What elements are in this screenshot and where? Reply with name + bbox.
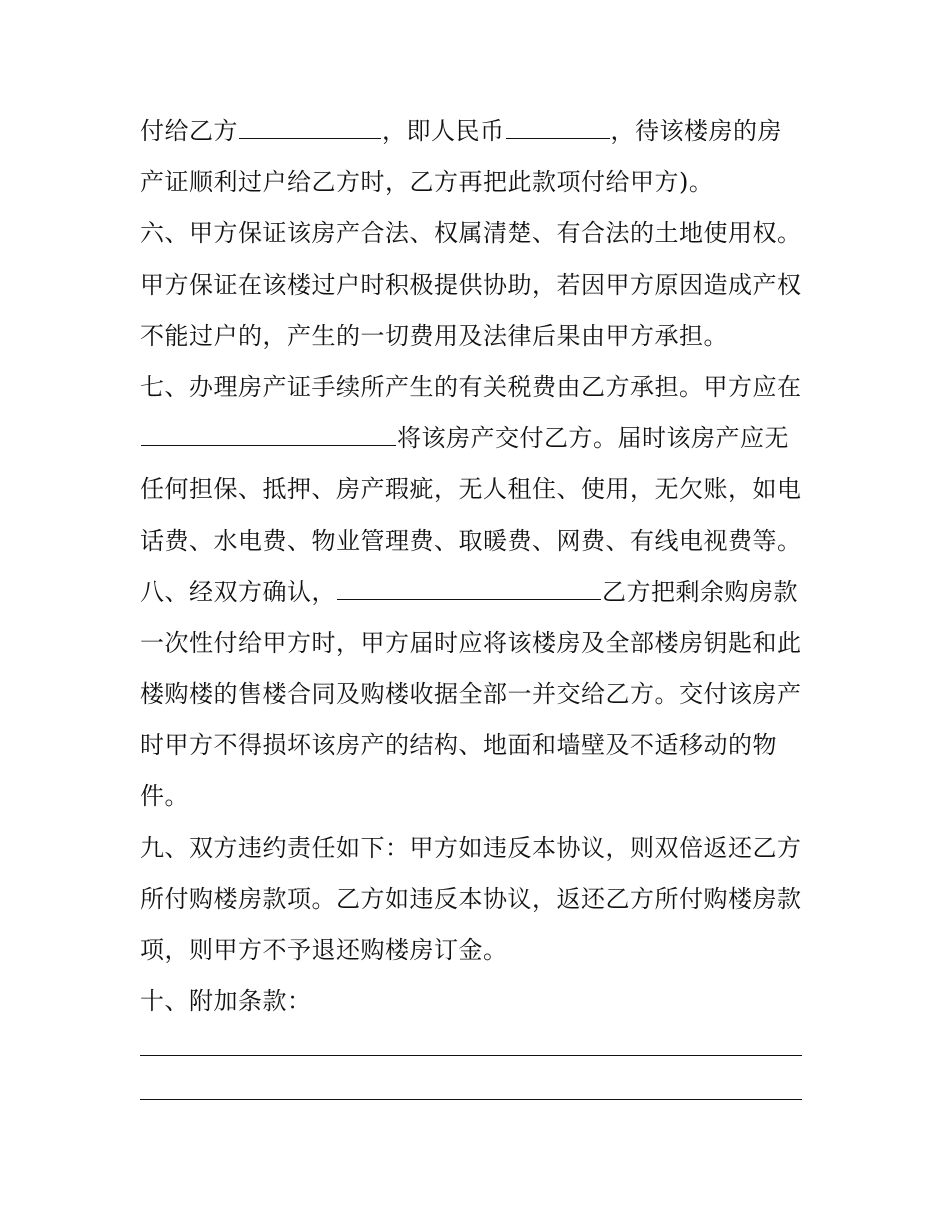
fill-in-blank-rmb xyxy=(506,116,610,139)
clause-6-line-1: 六、甲方保证该房产合法、权属清楚、有合法的土地使用权。 xyxy=(140,219,802,248)
clause-8-line-2: 一次性付给甲方时，甲方届时应将该楼房及全部楼房钥匙和此 xyxy=(140,628,802,657)
text-segment: 乙方把剩余购房款 xyxy=(602,577,798,606)
clause-10-heading: 十、附加条款： xyxy=(140,987,312,1016)
text-segment: 将该房产交付乙方。届时该房产应无 xyxy=(397,424,789,453)
clause-9-line-2: 所付购楼房款项。乙方如违反本协议，返还乙方所付购楼房款 xyxy=(140,884,802,913)
text-segment: ，待该楼房的房 xyxy=(610,117,782,145)
clause-7-line-4: 话费、水电费、物业管理费、取暖费、网费、有线电视费等。 xyxy=(140,526,802,555)
clause-7-line-3: 任何担保、抵押、房产瑕疵，无人租住、使用，无欠账，如电 xyxy=(140,475,802,504)
clause-8-line-3: 楼购楼的售楼合同及购楼收据全部一并交给乙方。交付该房产 xyxy=(140,680,802,709)
fill-in-line xyxy=(140,1027,802,1056)
clause-6-line-2: 甲方保证在该楼过户时积极提供协助，若因甲方原因造成产权 xyxy=(140,270,802,299)
clause-7-line-2 xyxy=(140,413,820,464)
text-segment: 付给乙方 xyxy=(140,117,238,145)
fill-in-blank-date xyxy=(337,577,601,600)
fill-in-blank-date xyxy=(141,423,396,446)
clause-7-line-1: 七、办理房产证手续所产生的有关税费由乙方承担。甲方应在 xyxy=(140,372,802,401)
text-line-2: 产证顺利过户给乙方时，乙方再把此款项付给甲方)。 xyxy=(140,168,714,197)
fill-in-line xyxy=(140,1071,802,1100)
text-segment: ，即人民币 xyxy=(382,117,505,145)
clause-6-line-3: 不能过户的，产生的一切费用及法律后果由甲方承担。 xyxy=(140,321,728,350)
additional-terms-blank-2 xyxy=(140,1071,820,1115)
fill-in-blank-amount xyxy=(239,116,381,139)
document-page xyxy=(140,106,820,1115)
clause-8-line-1 xyxy=(140,567,820,618)
clause-8-line-4: 时甲方不得损坏该房产的结构、地面和墙壁及不适移动的物 xyxy=(140,731,777,760)
additional-terms-blank-1 xyxy=(140,1027,820,1071)
clause-9-line-1: 九、双方违约责任如下：甲方如违反本协议，则双倍返还乙方 xyxy=(140,833,802,862)
clause-9-line-3: 项，则甲方不予退还购楼房订金。 xyxy=(140,936,508,964)
text-segment: 八、经双方确认， xyxy=(140,577,336,606)
text-line-1 xyxy=(140,106,820,157)
clause-8-line-5: 件。 xyxy=(140,782,189,811)
